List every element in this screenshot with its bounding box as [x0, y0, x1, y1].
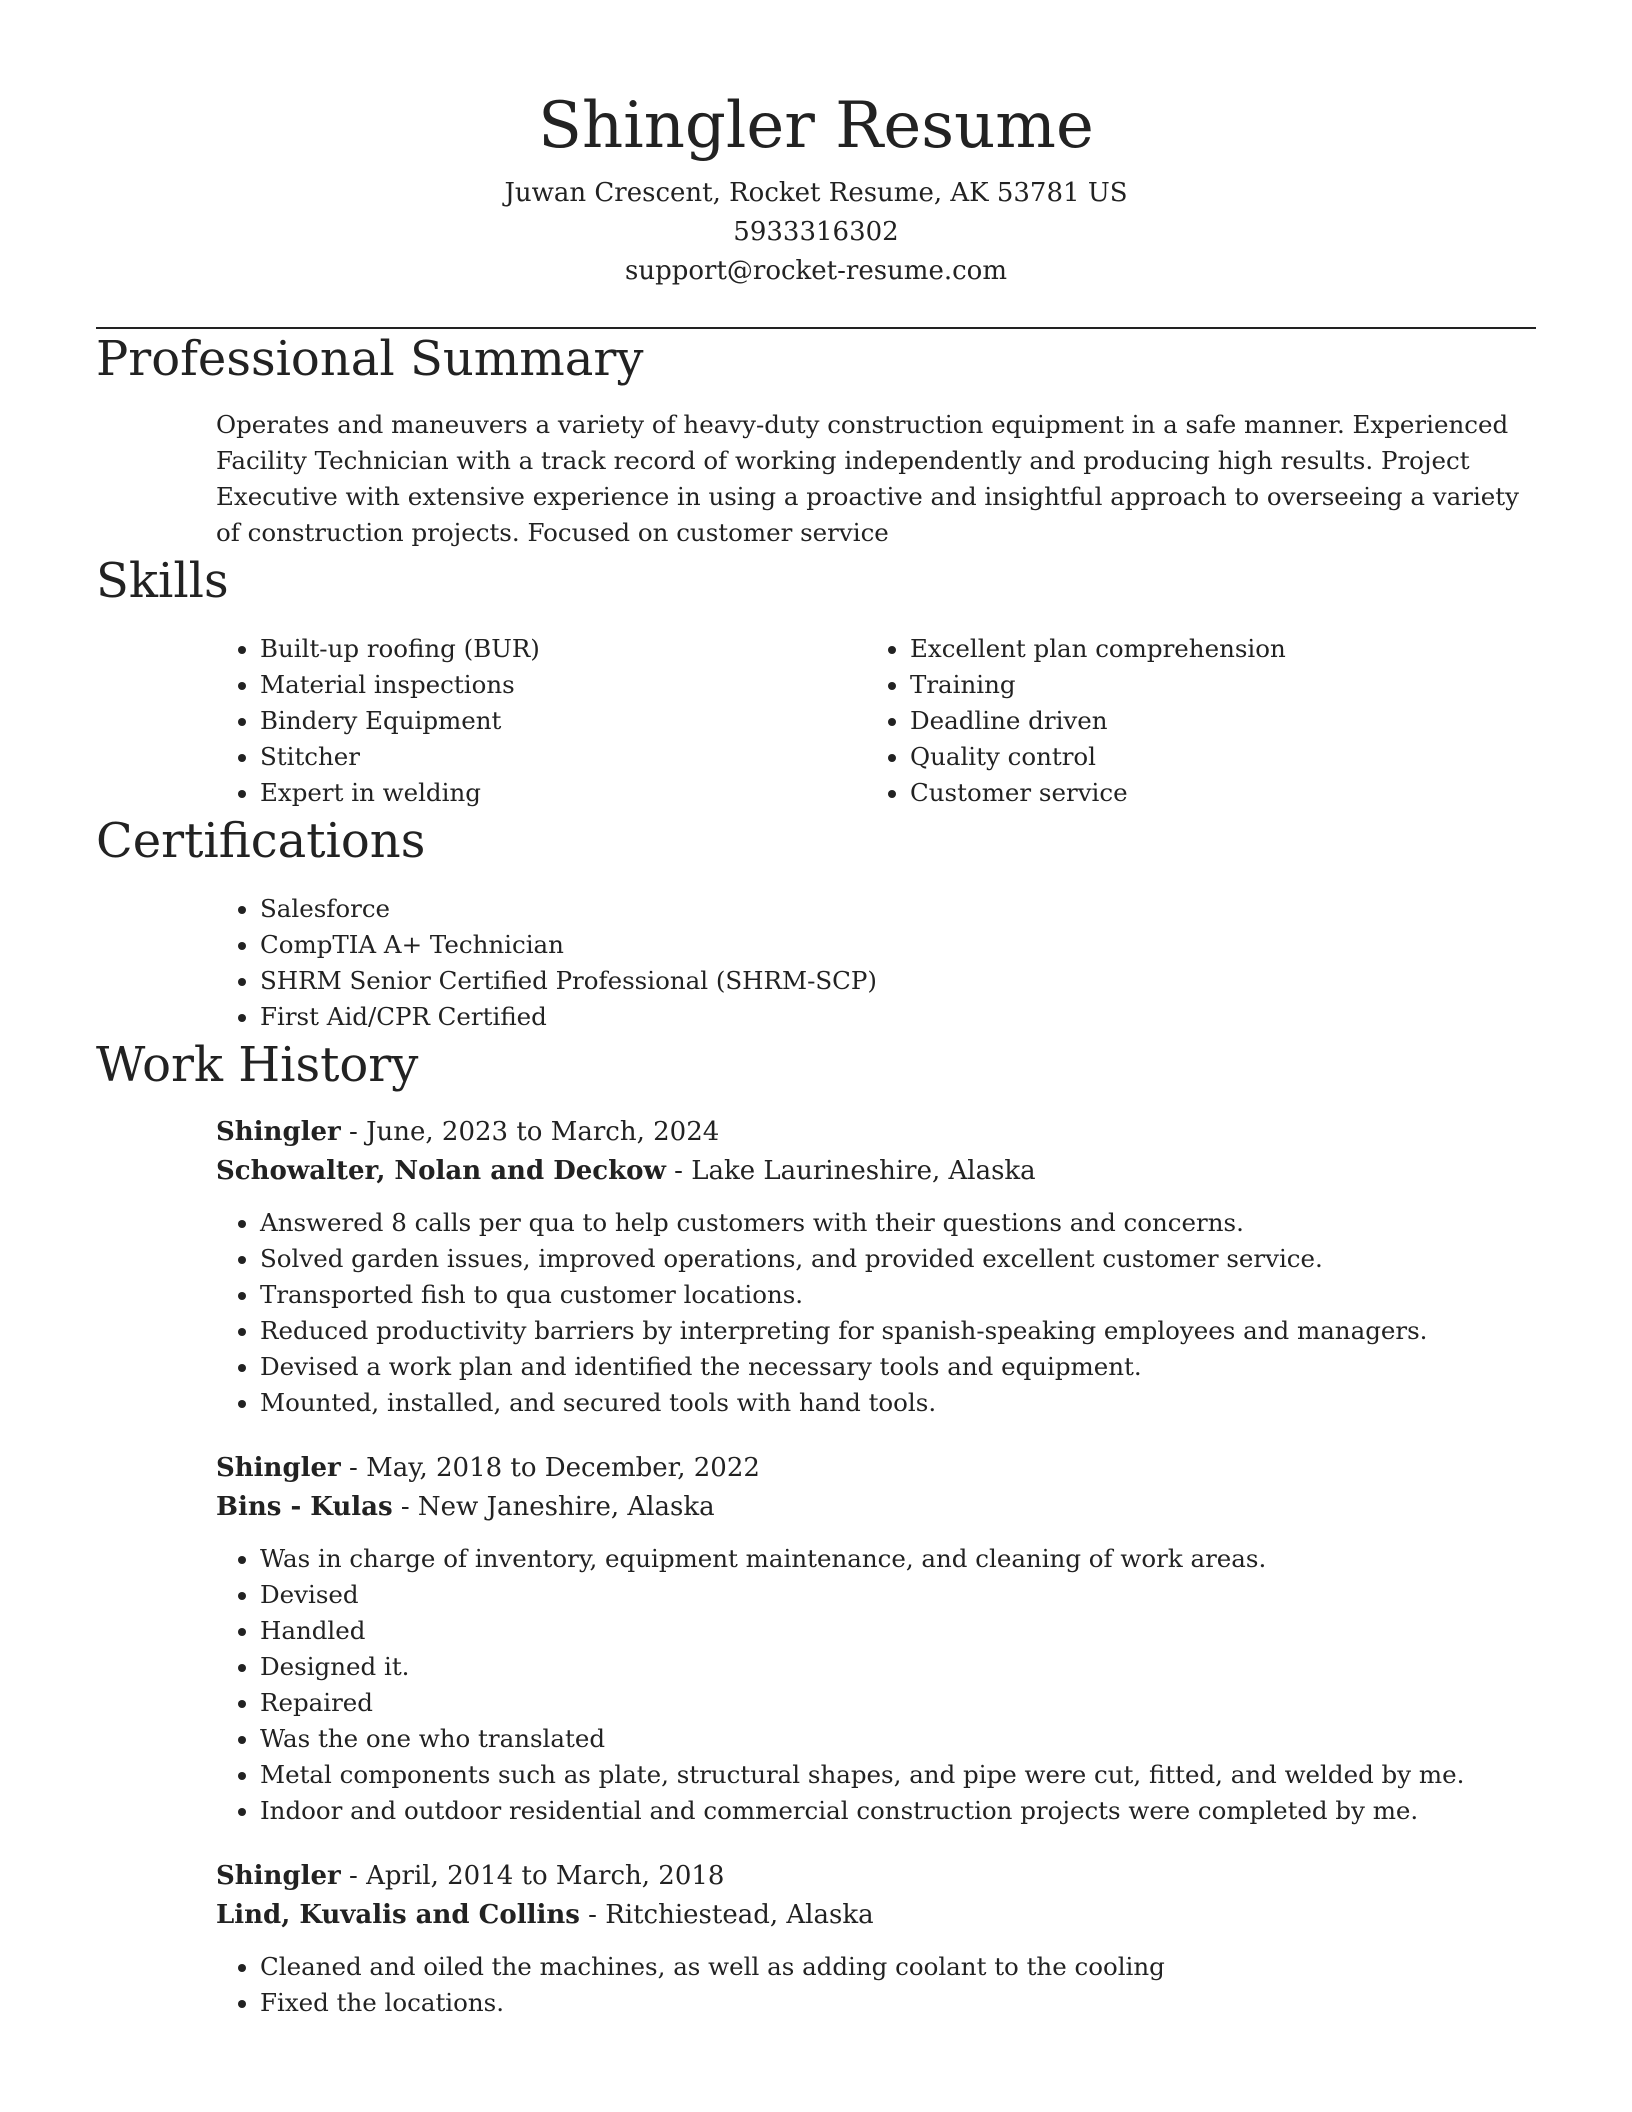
certifications-section [96, 811, 1536, 1035]
job-dates: May, 2018 to December, 2022 [366, 1453, 760, 1483]
job-dates: June, 2023 to March, 2024 [366, 1117, 720, 1147]
job-bullet: • Designed it. [260, 1649, 1536, 1685]
contact-block [96, 174, 1536, 291]
job-bullet: • Reduced productivity barriers by interpreting for spanish-speaking employees and managers. [260, 1313, 1536, 1349]
skills-column-right [866, 631, 1516, 811]
skill-item: • Quality control [910, 739, 1516, 775]
resume-header [96, 0, 1536, 291]
skill-item: • Training [910, 667, 1516, 703]
job-company: Lind, Kuvalis and Collins [216, 1900, 580, 1930]
skill-item: • Deadline driven [910, 703, 1516, 739]
skill-item: • Excellent plan comprehension [910, 631, 1516, 667]
job-company: Schowalter, Nolan and Deckow [216, 1156, 666, 1186]
skills-list-right [866, 631, 1516, 811]
skill-item: • Material inspections [260, 667, 866, 703]
job-bullet: • Was in charge of inventory, equipment maintenance, and cleaning of work areas. [260, 1541, 1536, 1577]
job-entry [216, 1113, 1536, 1421]
separator: - [392, 1492, 418, 1522]
separator: - [579, 1900, 606, 1930]
job-company-line [216, 1152, 1536, 1191]
contact-phone: 5933316302 [733, 217, 899, 247]
job-role-line [216, 1113, 1536, 1152]
job-role: Shingler [216, 1117, 341, 1147]
job-bullets-wrap [216, 1205, 1536, 1421]
contact-address: Juwan Crescent, Rocket Resume, AK 53781 US [504, 178, 1128, 208]
job-bullet: • Metal components such as plate, structural shapes, and pipe were cut, fitted, and welded by me. [260, 1757, 1536, 1793]
separator: - [340, 1453, 367, 1483]
contact-email: support@rocket-resume.com [624, 256, 1007, 286]
job-bullet: • Fixed the locations. [260, 1985, 1536, 2021]
certifications-list-wrap [216, 891, 1536, 1035]
skills-columns [216, 631, 1536, 811]
resume-page [96, 0, 1536, 2021]
separator: - [665, 1156, 692, 1186]
skill-item: • Built-up roofing (BUR) [260, 631, 866, 667]
job-bullet: • Indoor and outdoor residential and commercial construction projects were completed by me. [260, 1793, 1536, 1829]
job-company-line [216, 1488, 1536, 1527]
skill-item: • Customer service [910, 775, 1516, 811]
skills-section [96, 551, 1536, 811]
job-bullet: • Solved garden issues, improved operations, and provided excellent customer service. [260, 1241, 1536, 1277]
job-company: Bins - Kulas [216, 1492, 393, 1522]
separator: - [340, 1117, 367, 1147]
job-bullets-wrap [216, 1949, 1536, 2021]
separator: - [340, 1861, 367, 1891]
skills-heading: Skills [96, 553, 229, 609]
job-bullet: • Transported fish to qua customer locations. [260, 1277, 1536, 1313]
job-entry [216, 1857, 1536, 2021]
skill-item: • Stitcher [260, 739, 866, 775]
job-role: Shingler [216, 1453, 341, 1483]
job-bullet: • Answered 8 calls per qua to help customers with their questions and concerns. [260, 1205, 1536, 1241]
job-location: Lake Laurineshire, Alaska [691, 1156, 1036, 1186]
job-bullet: • Devised a work plan and identified the necessary tools and equipment. [260, 1349, 1536, 1385]
job-bullet: • Mounted, installed, and secured tools with hand tools. [260, 1385, 1536, 1421]
certifications-heading: Certifications [96, 813, 426, 869]
job-company-line [216, 1896, 1536, 1935]
job-entry [216, 1449, 1536, 1829]
job-location: Ritchiestead, Alaska [605, 1900, 874, 1930]
job-bullet: • Handled [260, 1613, 1536, 1649]
summary-heading: Professional Summary [96, 331, 644, 387]
job-bullet: • Repaired [260, 1685, 1536, 1721]
job-role-line [216, 1857, 1536, 1896]
job-bullet-list [216, 1541, 1536, 1829]
job-bullet: • Was the one who translated [260, 1721, 1536, 1757]
work-history-heading: Work History [96, 1037, 419, 1093]
job-location: New Janeshire, Alaska [417, 1492, 715, 1522]
certification-item: • Salesforce [260, 891, 1536, 927]
work-history-section [96, 1035, 1536, 2021]
resume-name: Shingler Resume [538, 89, 1094, 163]
summary-section [96, 329, 1536, 551]
job-dates: April, 2014 to March, 2018 [366, 1861, 725, 1891]
job-bullets-wrap [216, 1541, 1536, 1829]
certification-item: • SHRM Senior Certified Professional (SHRM-SCP) [260, 963, 1536, 999]
certification-item: • CompTIA A+ Technician [260, 927, 1536, 963]
certification-item: • First Aid/CPR Certified [260, 999, 1536, 1035]
certifications-list [216, 891, 1536, 1035]
job-bullet-list [216, 1949, 1536, 2021]
skills-column-left [216, 631, 866, 811]
job-bullet-list [216, 1205, 1536, 1421]
job-bullet: • Devised [260, 1577, 1536, 1613]
job-role: Shingler [216, 1861, 341, 1891]
summary-text: Operates and maneuvers a variety of heavy-duty construction equipment in a safe manner. Experienced Facility Technician with a track record of working independently and producing high results. Project Executive with extensive experience in using a proactive and insightful approach to overseeing a variety of construction projects. Focused on customer service [216, 410, 1519, 547]
skill-item: • Bindery Equipment [260, 703, 866, 739]
job-role-line [216, 1449, 1536, 1488]
skills-list-left [216, 631, 866, 811]
skill-item: • Expert in welding [260, 775, 866, 811]
job-bullet: • Cleaned and oiled the machines, as well as adding coolant to the cooling [260, 1949, 1536, 1985]
